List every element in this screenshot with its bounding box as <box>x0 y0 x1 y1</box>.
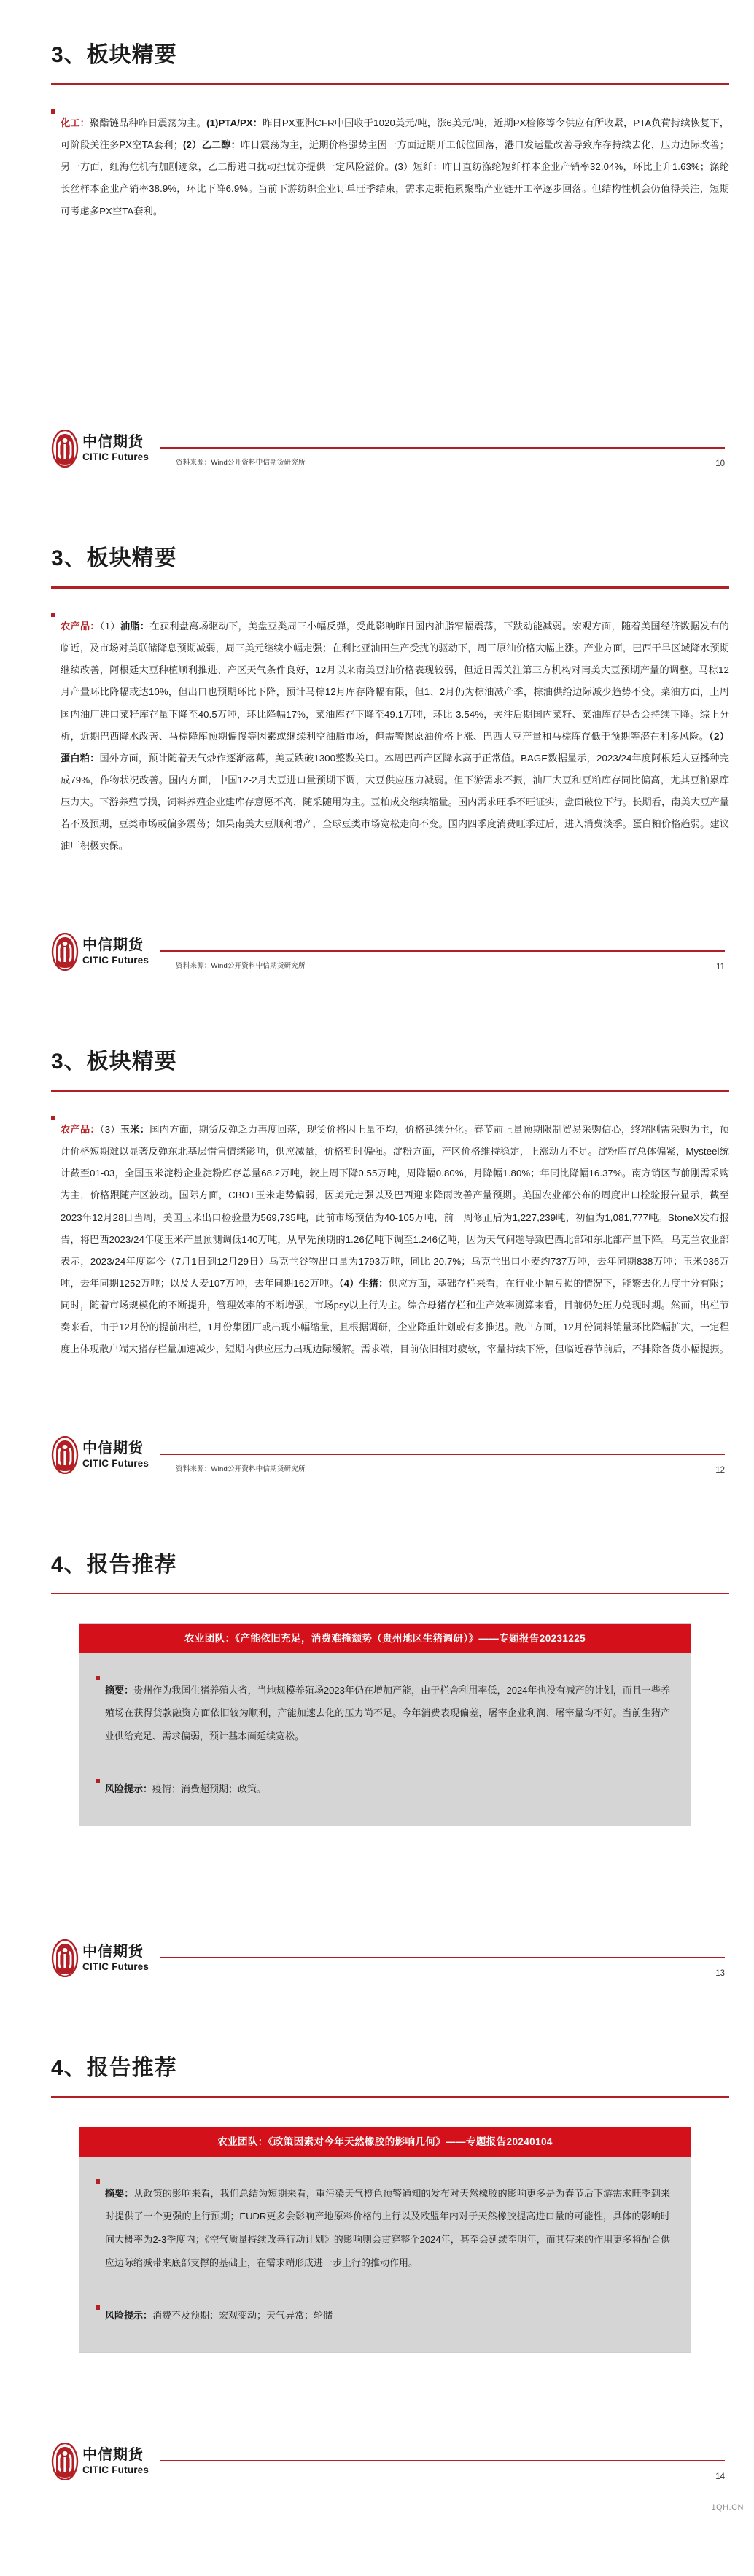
logo-english-name: CITIC Futures <box>82 2464 149 2476</box>
run-text: （1） <box>99 621 120 632</box>
citic-futures-logo <box>51 1939 152 1977</box>
report-summary-row <box>96 1669 670 1758</box>
footer-divider <box>160 950 725 952</box>
bullet-item <box>51 606 729 866</box>
content-body <box>51 103 729 232</box>
slide-footer <box>51 1937 725 1979</box>
slide-report-recommendation-hogs <box>0 1510 754 2013</box>
citic-futures-logo <box>51 1436 152 1474</box>
square-bullet-icon <box>96 2305 100 2310</box>
section-lead-label: 农产品： <box>61 1124 100 1136</box>
logo-wordmark <box>82 2448 149 2475</box>
run-text-3: 供应方面，基础存栏来看，在行业小幅亏损的情况下，能繁去化力度十分有限；同时，随着市场规模化的不断提升，管理效率的不断增强，市场psy以上行为主。综合母猪存栏和生产效率测算来看，目前仍处压力兑现时期。然而，出栏节奏来看，由于12月份的提前出栏，1月份集团厂或出现小幅缩量，且根据调研，企业降重计划或有多推迟。散户方面，12月份饲料销量环比降幅扩大，一定程度上体现散户端大猪存栏量加速减少，短期内供应压力出现边际缓解。需求端，目前依旧相对疲软，宰量持续下滑，但临近春节前后，不排除备货小幅提振。 <box>61 1277 729 1355</box>
report-title-banner: 农业团队：《产能依旧充足，消费难掩颓势（贵州地区生猪调研）》——专题报告20231225 <box>79 1624 691 1653</box>
citic-logo-mark-icon <box>51 933 79 971</box>
slide-footer <box>51 2440 725 2483</box>
title-divider <box>51 2096 729 2098</box>
slide-footer <box>51 931 725 973</box>
square-bullet-icon <box>51 613 55 617</box>
square-bullet-icon <box>96 1676 100 1680</box>
logo-english-name: CITIC Futures <box>82 1961 149 1973</box>
run-text: （3） <box>99 1124 120 1136</box>
citic-logo-mark-icon <box>51 1436 79 1474</box>
title-divider <box>51 586 729 589</box>
citic-logo-mark-icon <box>51 2443 79 2480</box>
bullet-item <box>51 103 729 232</box>
risk-text: 消费不及预期；宏观变动；天气异常；轮储 <box>152 2309 333 2321</box>
summary-label: 摘要： <box>105 2187 134 2199</box>
content-body <box>51 1109 729 1370</box>
title-divider <box>51 1090 729 1092</box>
run-text-2: 昨日PX亚洲CFR中国收于1020美元/吨，涨6美元/吨，近期PX检修等令供应有所收紧，PTA负荷持续恢复下，可阶段关注多PX空TA套利； <box>61 117 729 151</box>
citic-futures-logo <box>51 430 152 468</box>
footer-divider <box>160 2460 725 2461</box>
square-bullet-icon <box>96 1779 100 1783</box>
square-bullet-icon <box>51 1116 55 1120</box>
run-text: 聚酯链品种昨日震荡为主。 <box>90 117 207 129</box>
content-body <box>51 606 729 866</box>
risk-text: 疫情；消费超预期；政策。 <box>152 1783 267 1795</box>
report-summary <box>105 1679 670 1749</box>
citic-futures-logo <box>51 2443 152 2480</box>
run-text-3: 国外方面，预计随着天气炒作逐渐落幕，美豆跌破1300整数关口。本周巴西产区降水高于正常值。BAGE数据显示，2023/24年度阿根廷大豆播种完成79%，作物状况改善。国内方面，中国12-2月大豆进口量预期下调，大豆供应压力减弱。但下游需求不振，油厂大豆和豆粕库存同比偏高，尤其豆粕累库压力大。下游养殖亏损，饲料养殖企业建库存意愿不高，随采随用为主。豆粕成交继续缩量。国内需求旺季不旺证实，盘面破位下行。长期看，南美大豆产量若不及预期，豆类市场或偏多震荡；如果南美大豆顺利增产，全球豆类市场宽松走向不变。国内四季度消费旺季过后，进入消费淡季。蛋白粕价格趋弱。建议油厂积极卖保。 <box>61 752 729 852</box>
report-risk <box>105 2308 670 2324</box>
report-risk <box>105 1782 670 1797</box>
page-number: 12 <box>715 1466 725 1475</box>
page-title: 3、板块精要 <box>51 546 177 570</box>
logo-wordmark <box>82 435 149 462</box>
page-title: 3、板块精要 <box>51 1050 177 1074</box>
page-title: 3、板块精要 <box>51 43 177 67</box>
logo-chinese-name: 中信期货 <box>82 1944 144 1960</box>
logo-wordmark <box>82 938 149 966</box>
run-sub-2: （4）生猪： <box>338 1277 389 1289</box>
summary-text: 从政策的影响来看，我们总结为短期来看，重污染天气橙色预警通知的发布对天然橡胶的影响更多是为春节后下游需求旺季到来时提供了一个更强的上行预期；EUDR更多会影响产地原料价格的上行以及欧盟年内对于天然橡胶提高进口量的可能性，具体的影响时间大概率为2-3季度内；《空气质量持续改善行动计划》的影响则会贯穿整个2024年，甚至会延续至明年，而其带来的作用更多将配合供应边际缩减带来底部支撑的基础上，在需求端形成进一步上行的推动作用。 <box>105 2187 670 2269</box>
title-divider <box>51 83 729 85</box>
run-sub-2: （2）蛋白粕： <box>61 730 729 764</box>
square-bullet-icon <box>96 2179 100 2184</box>
square-bullet-icon <box>51 109 55 114</box>
logo-english-name: CITIC Futures <box>82 451 149 463</box>
risk-label: 风险提示： <box>105 2309 153 2321</box>
report-summary-row <box>96 2173 670 2284</box>
slide-chemicals-summary <box>0 0 754 503</box>
logo-chinese-name: 中信期货 <box>82 937 144 954</box>
footer-divider <box>160 1454 725 1455</box>
page-title: 4、报告推荐 <box>51 1553 177 1577</box>
title-divider <box>51 1593 729 1594</box>
run-sub-2: (2）乙二醇： <box>183 139 241 151</box>
slide-report-recommendation-rubber <box>0 2013 754 2516</box>
report-summary <box>105 2182 670 2275</box>
report-title-banner: 农业团队：《政策因素对今年天然橡胶的影响几何》——专题报告20240104 <box>79 2127 691 2157</box>
page-number: 14 <box>715 2472 725 2481</box>
logo-chinese-name: 中信期货 <box>82 1440 144 1457</box>
summary-text: 贵州作为我国生猪养殖大省，当地规模养殖场2023年仍在增加产能，由于栏舍利用率低，2024年也没有减产的计划，而且一些养殖场在获得贷款融资方面依旧较为顺利，产能加速去化的压力尚不足。今年消费表现偏差，屠宰企业利润、屠宰量均不好。当前生猪产业供给充足、需求偏弱，预计基本面延续宽松。 <box>105 1684 670 1742</box>
run-sub-1: 玉米： <box>120 1124 150 1136</box>
section-lead-label: 农产品： <box>61 621 100 632</box>
paragraph-agriculture <box>61 616 729 857</box>
run-text-2: 国内方面，期货反弹乏力再度回落，现货价格因上量不均，价格延续分化。春节前上量预期限制贸易采购信心，终端刚需采购为主，预计价格短期难以显著反弹东北基层惜售情绪影响，供应减量，价格暂时偏强。淀粉方面，产区价格维持稳定，上涨动力不足。淀粉库存总体偏紧，Mysteel统计截至01-03，全国玉米淀粉企业淀粉库存总量68.2万吨，较上周下降0.55万吨，周降幅0.80%，月降幅1.80%；年同比降幅16.37%。南方销区节前刚需采购为主，价格跟随产区波动。国际方面，CBOT玉米走势偏弱，因美元走强以及巴西迎来降雨改善产量预期。美国农业部公布的周度出口检验报告显示，截至2023年12月28日当周，美国玉米出口检验量为569,735吨，此前市场预估为40-105万吨，前一周修正后为1,227,239吨，初值为1,081,777吨。StoneX发布报告，将巴西2023/24年度玉米产量预测调低140万吨，从早先预期的1.26亿吨下调至1.246亿吨，因为天气问题导致巴西北部和东北部产量下降。乌克兰农业部表示，2023/24年度迄今（7月1日到12月29日）乌克兰谷物出口量为1793万吨，同比-20.7%；乌克兰出口小麦约737万吨，去年同期838万吨；玉米936万吨，去年同期1252万吨；以及大麦107万吨，去年同期162万吨。 <box>61 1124 729 1289</box>
watermark: 1QH.CN <box>711 2503 744 2512</box>
slide-footer <box>51 427 725 470</box>
page-number: 11 <box>716 963 725 971</box>
report-card[interactable] <box>79 1623 691 1826</box>
source-note: 资料来源：Wind公开资料中信期货研究所 <box>174 960 308 970</box>
citic-futures-logo <box>51 933 152 971</box>
logo-english-name: CITIC Futures <box>82 955 149 966</box>
page-number: 13 <box>715 1969 725 1978</box>
page-title: 4、报告推荐 <box>51 2056 177 2080</box>
source-note: 资料来源：Wind公开资料中信期货研究所 <box>174 1463 308 1473</box>
slide-agriculture-oils <box>0 503 754 1006</box>
slide-footer <box>51 1434 725 1476</box>
citic-logo-mark-icon <box>51 430 79 468</box>
report-risk-row <box>96 1772 670 1807</box>
paragraph-corn-hogs <box>61 1119 729 1360</box>
logo-wordmark <box>82 1441 149 1469</box>
report-body <box>79 1653 691 1826</box>
logo-english-name: CITIC Futures <box>82 1458 149 1470</box>
slide-agriculture-corn-hogs <box>0 1006 754 1510</box>
logo-chinese-name: 中信期货 <box>82 2447 144 2464</box>
source-note: 资料来源：Wind公开资料中信期货研究所 <box>174 457 308 467</box>
run-sub-1: (1)PTA/PX： <box>206 117 263 129</box>
footer-divider <box>160 1957 725 1958</box>
run-sub-1: 油脂： <box>120 621 150 632</box>
section-lead-label: 化工： <box>61 117 90 129</box>
report-card[interactable] <box>79 2127 691 2353</box>
page-number: 10 <box>715 459 725 468</box>
bullet-item <box>51 1109 729 1370</box>
report-risk-row <box>96 2299 670 2333</box>
paragraph-chemicals <box>61 112 729 222</box>
logo-chinese-name: 中信期货 <box>82 434 144 451</box>
run-text-2: 在获利盘离场驱动下，美盘豆类周三小幅反弹，受此影响昨日国内油脂窄幅震荡，下跌动能减弱。宏观方面，随着美国经济数据发布的临近，及市场对美联储降息预期减弱，周三美元继续小幅走强；在利比亚油田生产受扰的驱动下，周三原油价格大幅上涨。产业方面，巴西干旱区域降水预期继续改善，阿根廷大豆种植顺利推进、产区天气条件良好，12月以来南美豆油价格表现较弱，但近日需关注第三方机构对南美大豆预期产量的调整。马棕12月产量环比降幅或达10%，但出口也预期环比下降，预计马棕12月库存降幅有限，但1、2月仍为棕油减产季，棕油供给边际减少趋势不变。菜油方面，上周国内油厂进口菜籽库存量下降至40.5万吨，环比降幅17%，菜油库存下降至49.1万吨，环比-3.54%，关注后期国内菜籽、菜油库存是否会持续下降。综上分析，近期巴西降水改善、马棕降库预期偏慢等因素或继续利空油脂市场，但需警惕原油价格上涨、巴西大豆产量和马棕库存低于预期等潜在利多风险。 <box>61 621 729 742</box>
risk-label: 风险提示： <box>105 1783 153 1795</box>
report-body <box>79 2157 691 2352</box>
summary-label: 摘要： <box>105 1684 134 1696</box>
footer-divider <box>160 447 725 449</box>
run-text-3: 昨日震荡为主，近期价格强势主因一方面近期开工低位回落，港口发运量改善导致库存持续去化，压力边际改善；另一方面，红海危机有加剧迹象，乙二醇进口扰动担忧亦提供一定风险溢价。(3）短纤：昨日直纺涤纶短纤样本企业产销率32.04%，环比上升1.63%；涤纶长丝样本企业产销率38.9%，环比下降6.9%。当前下游纺织企业订单旺季结束，需求走弱拖累聚酯产业链开工率逐步回落。但结构性机会仍值得关注，短期可考虑多PX空TA套利。 <box>61 139 729 217</box>
logo-wordmark <box>82 1944 149 1972</box>
citic-logo-mark-icon <box>51 1939 79 1977</box>
